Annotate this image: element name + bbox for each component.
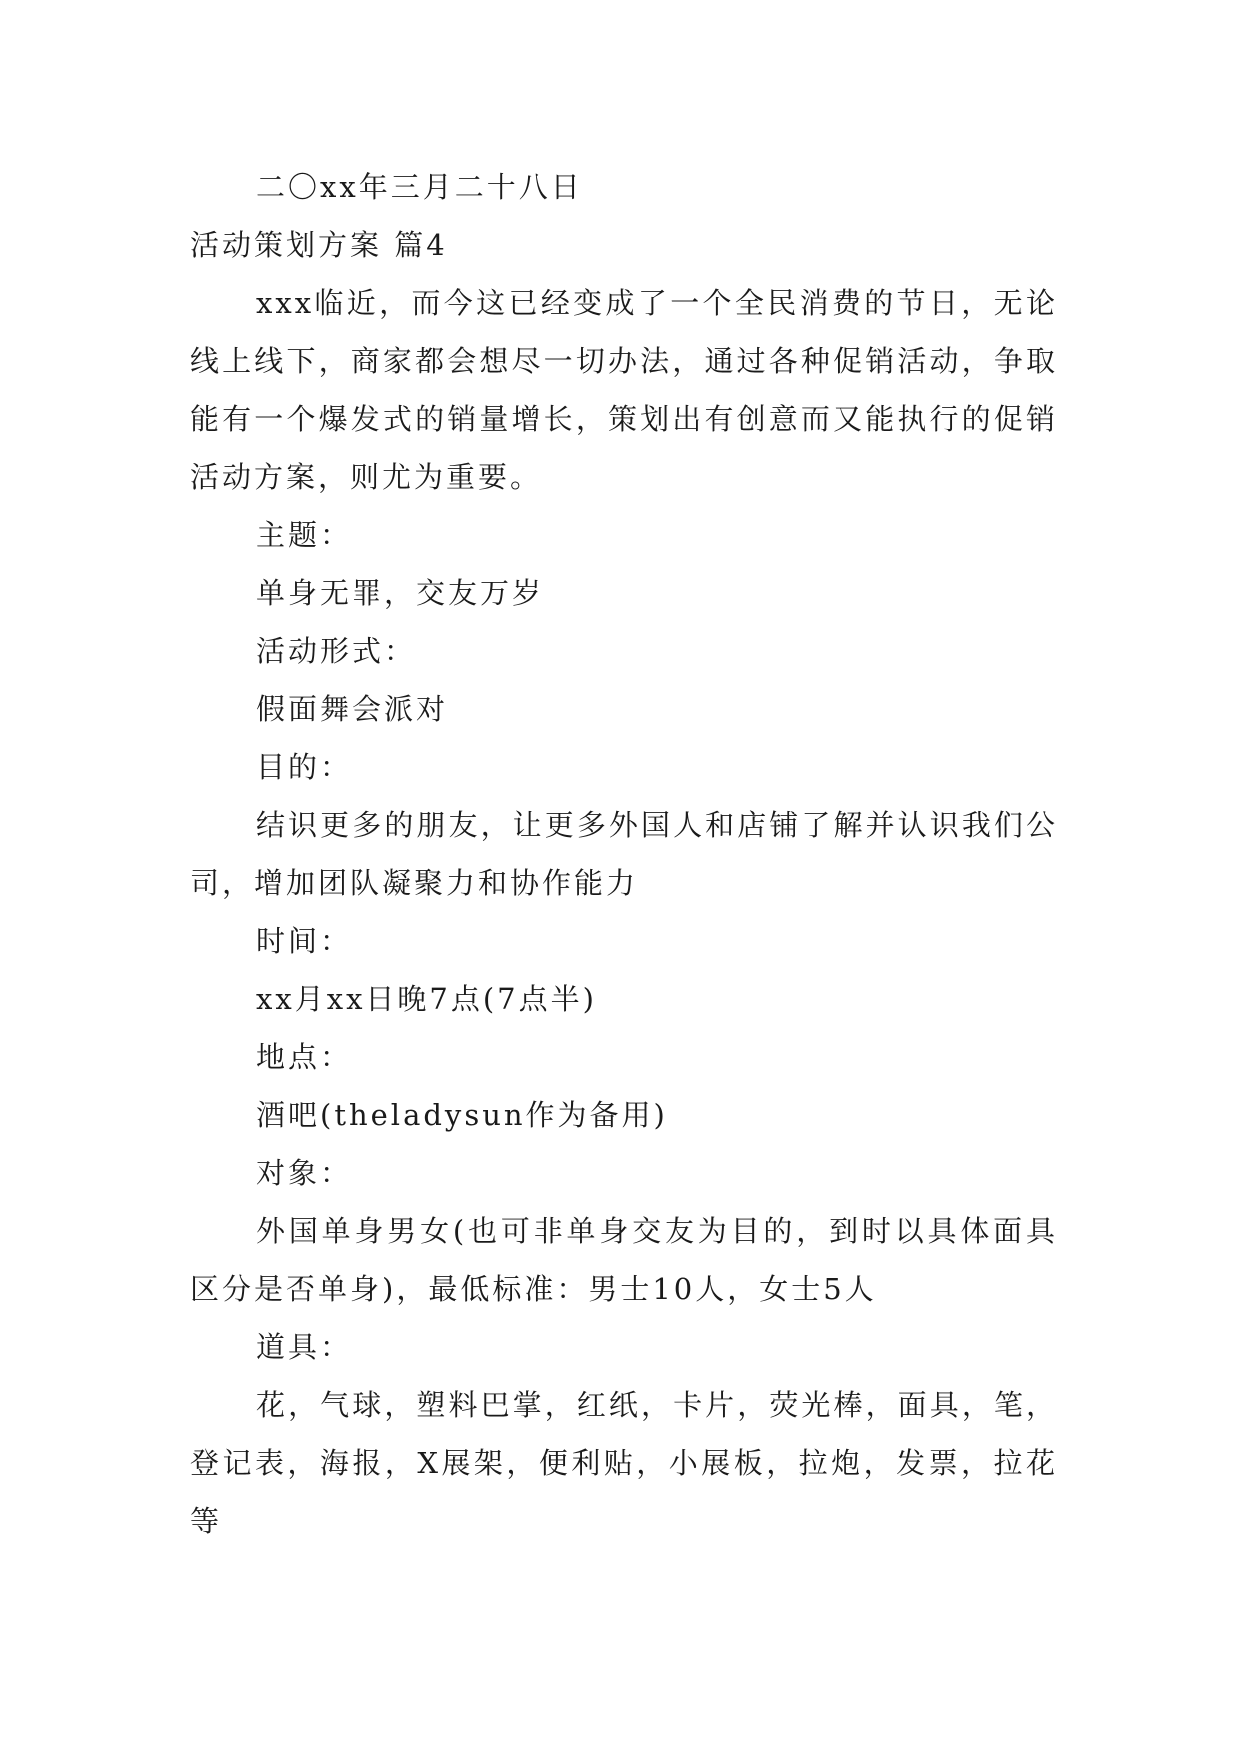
theme-value: 单身无罪，交友万岁: [256, 576, 545, 610]
props-value: 花，气球，塑料巴掌，红纸，卡片，荧光棒，面具，笔，登记表，海报，X展架，便利贴，小展板，拉炮，发票，拉花等: [190, 1388, 1058, 1538]
document-body: [190, 158, 1058, 1550]
time-value: xx月xx日晚7点(7点半): [256, 982, 597, 1016]
target-label: 对象：: [256, 1156, 353, 1190]
section-title: 活动策划方案 篇4: [190, 228, 448, 262]
date-line: 二〇xx年三月二十八日: [256, 170, 583, 204]
place-value: 酒吧(theladysun作为备用): [256, 1098, 668, 1132]
purpose-label: 目的：: [256, 750, 353, 784]
purpose-value: 结识更多的朋友，让更多外国人和店铺了解并认识我们公司，增加团队凝聚力和协作能力: [190, 808, 1058, 900]
target-value: 外国单身男女(也可非单身交友为目的，到时以具体面具区分是否单身)，最低标准：男士10人，女士5人: [190, 1214, 1058, 1306]
intro-paragraph: xxx临近，而今这已经变成了一个全民消费的节日，无论线上线下，商家都会想尽一切办法，通过各种促销活动，争取能有一个爆发式的销量增长，策划出有创意而又能执行的促销活动方案，则尤为重要。: [190, 286, 1058, 494]
form-label: 活动形式：: [256, 634, 417, 668]
place-label: 地点：: [256, 1040, 353, 1074]
props-label: 道具：: [256, 1330, 353, 1364]
time-label: 时间：: [256, 924, 353, 958]
theme-label: 主题：: [256, 518, 353, 552]
form-value: 假面舞会派对: [256, 692, 449, 726]
